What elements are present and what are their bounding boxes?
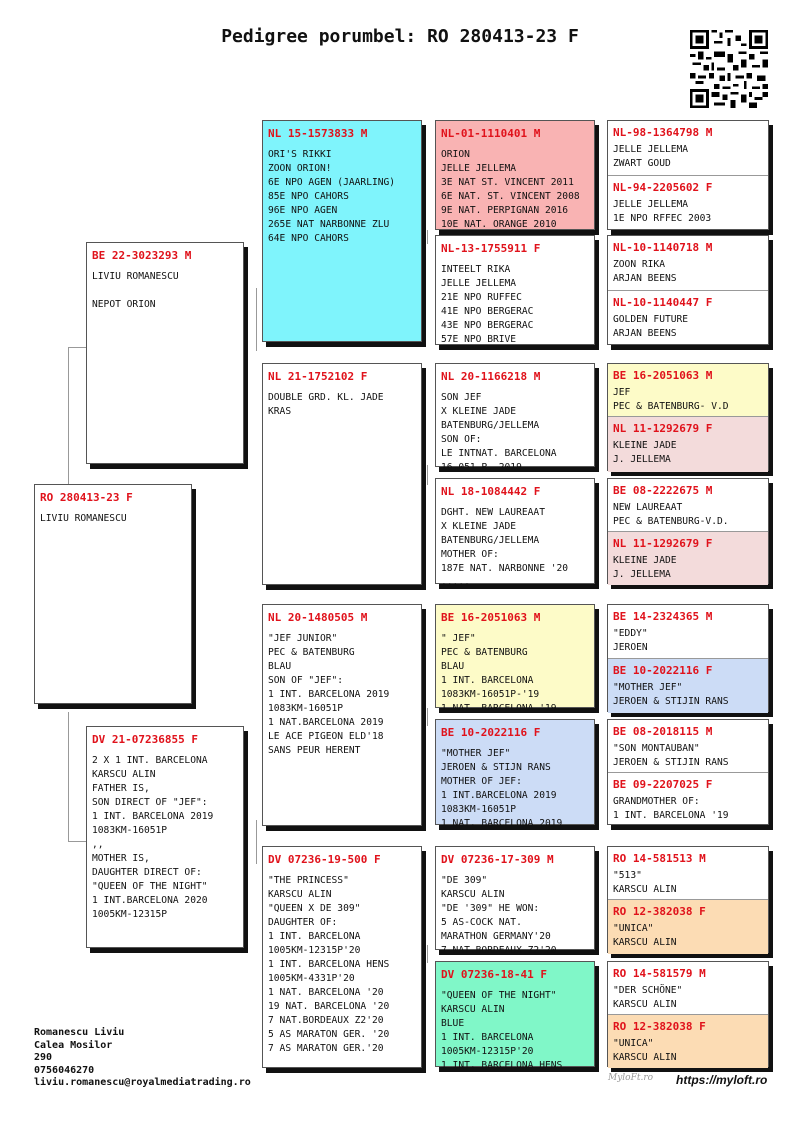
pigeon-info: "513" KARSCU ALIN	[613, 870, 677, 895]
ring-number: BE 16-2051063 M	[613, 369, 713, 382]
ring-number: DV 07236-18-41 F	[441, 968, 547, 981]
pigeon-info: LIVIU ROMANESCU	[40, 513, 127, 524]
pigeon-card-gen4[interactable]	[435, 961, 595, 1071]
pigeon-info: KLEINE JADE J. JELLEMA	[613, 555, 677, 580]
connector-line	[427, 230, 428, 244]
ring-number: NL 20-1166218 M	[441, 370, 541, 383]
ring-number: RO 14-581513 M	[613, 852, 706, 865]
qr-code-icon	[690, 30, 768, 108]
pigeon-info: "UNICA" KARSCU ALIN	[613, 1038, 677, 1063]
ring-number: BE 08-2018115 M	[613, 725, 713, 738]
pigeon-pair-gen5	[607, 478, 769, 584]
ring-number: NL 11-1292679 F	[613, 422, 713, 435]
pigeon-info: "SON MONTAUBAN" JEROEN & STIJIN RANS	[613, 743, 729, 768]
pigeon-card-gen5[interactable]	[608, 532, 768, 585]
ring-number: BE 10-2022116 F	[441, 726, 541, 739]
ring-number: DV 21-07236855 F	[92, 733, 198, 746]
pigeon-info: LIVIU ROMANESCU NEPOT ORION	[92, 271, 179, 310]
ring-number: RO 12-382038 F	[613, 1020, 706, 1033]
pigeon-info: JELLE JELLEMA 1E NPO RFFEC 2003	[613, 199, 712, 224]
pigeon-card-gen5[interactable]	[608, 720, 768, 772]
pigeon-pair-gen5	[607, 961, 769, 1067]
ring-number: NL-10-1140447 F	[613, 296, 713, 309]
pigeon-card-gen4[interactable]	[435, 478, 595, 588]
pigeon-info: GRANDMOTHER OF: 1 INT. BARCELONA '19	[613, 796, 729, 821]
pigeon-pair-gen5	[607, 719, 769, 825]
pigeon-info: ZOON RIKA ARJAN BEENS	[613, 259, 677, 284]
pigeon-card-subject[interactable]	[34, 484, 192, 704]
pigeon-pair-gen5	[607, 120, 769, 230]
pigeon-card-gen5[interactable]	[608, 773, 768, 826]
pigeon-card-sire[interactable]	[86, 242, 244, 464]
ring-number: BE 10-2022116 F	[613, 664, 713, 677]
pigeon-card-gen3[interactable]	[262, 604, 422, 826]
pigeon-info: GOLDEN FUTURE ARJAN BEENS	[613, 314, 689, 339]
ring-number: BE 16-2051063 M	[441, 611, 541, 624]
pigeon-card-gen5[interactable]	[608, 962, 768, 1014]
connector-line	[68, 841, 86, 842]
pigeon-info: ORI'S RIKKI ZOON ORION! 6E NPO AGEN (JAARLING) 85E NPO CAHORS 96E NPO AGEN 265E NAT NARBONNE ZLU 64E NPO CAHORS	[268, 149, 396, 244]
pigeon-info: DGHT. NEW LAUREAAT X KLEINE JADE BATENBURG/JELLEMA MOTHER OF: 187E NAT. NARBONNE '20 .....	[441, 507, 569, 588]
ring-number: RO 280413-23 F	[40, 491, 133, 504]
pigeon-card-dam[interactable]	[86, 726, 244, 948]
owner-number: 290	[34, 1052, 53, 1063]
pigeon-info: 2 X 1 INT. BARCELONA KARSCU ALIN FATHER IS, SON DIRECT OF "JEF": 1 INT. BARCELONA 2019 1083KM-16051P ,, MOTHER IS, DAUGHTER DIRECT OF: "QUEEN OF THE NIGHT" 1 INT.BARCELONA 2020 1005KM-12315P	[92, 755, 214, 920]
connector-line	[427, 708, 428, 726]
ring-number: NL 21-1752102 F	[268, 370, 368, 383]
pigeon-card-gen5[interactable]	[608, 659, 768, 713]
pigeon-card-gen4[interactable]	[435, 363, 595, 473]
owner-email[interactable]: liviu.romanescu@royalmediatrading.ro	[34, 1077, 251, 1088]
pigeon-card-gen3[interactable]	[262, 120, 422, 342]
pigeon-card-gen3[interactable]	[262, 846, 422, 1068]
ring-number: BE 14-2324365 M	[613, 610, 713, 623]
ring-number: DV 07236-19-500 F	[268, 853, 381, 866]
ring-number: NL-10-1140718 M	[613, 241, 713, 254]
connector-line	[427, 465, 428, 485]
pigeon-card-gen4[interactable]	[435, 719, 595, 829]
pigeon-info: "DER SCHÖNE" KARSCU ALIN	[613, 985, 683, 1010]
pigeon-info: DOUBLE GRD. KL. JADE KRAS	[268, 392, 384, 417]
pigeon-card-gen5[interactable]	[608, 847, 768, 899]
pigeon-card-gen5[interactable]	[608, 605, 768, 658]
ring-number: BE 08-2222675 M	[613, 484, 713, 497]
pigeon-info: "MOTHER JEF" JEROEN & STIJIN RANS	[613, 682, 729, 707]
pigeon-card-gen5[interactable]	[608, 121, 768, 176]
pigeon-card-gen5[interactable]	[608, 236, 768, 291]
pigeon-info: "JEF JUNIOR" PEC & BATENBURG BLAU SON OF "JEF": 1 INT. BARCELONA 2019 1083KM-16051P 1 NAT.BARCELONA 2019 LE ACE PIGEON ELD'18 SANS PEUR HERENT	[268, 633, 390, 756]
owner-street: Calea Mosilor	[34, 1039, 113, 1051]
ring-number: BE 22-3023293 M	[92, 249, 192, 262]
pigeon-card-gen5[interactable]	[608, 900, 768, 954]
owner-phone: 0756046270	[34, 1064, 95, 1076]
connector-line	[68, 347, 86, 348]
ring-number: BE 09-2207025 F	[613, 778, 713, 791]
pigeon-info: JEF PEC & BATENBURG- V.D	[613, 387, 729, 412]
ring-number: NL 11-1292679 F	[613, 537, 713, 550]
pigeon-pair-gen5	[607, 235, 769, 345]
pigeon-info: JELLE JELLEMA ZWART GOUD	[613, 144, 689, 169]
pigeon-card-gen4[interactable]	[435, 846, 595, 956]
pigeon-info: "MOTHER JEF" JEROEN & STIJN RANS MOTHER OF JEF: 1 INT.BARCELONA 2019 1083KM-16051P 1 NAT. BARCELONA 2019	[441, 748, 563, 829]
ring-number: NL 20-1480505 M	[268, 611, 368, 624]
pigeon-pair-gen5	[607, 604, 769, 712]
ring-number: NL-01-1110401 M	[441, 127, 541, 140]
connector-line	[256, 288, 257, 351]
owner-contact	[34, 1027, 251, 1090]
pigeon-card-gen5[interactable]	[608, 291, 768, 346]
ring-number: DV 07236-17-309 M	[441, 853, 554, 866]
pigeon-info: " JEF" PEC & BATENBURG BLAU 1 INT. BARCELONA 1083KM-16051P-'19 1 NAT. BARCELONA '19	[441, 633, 557, 714]
owner-name: Romanescu Liviu	[34, 1027, 125, 1038]
pigeon-info: "EDDY" JEROEN	[613, 628, 648, 653]
pigeon-card-gen5[interactable]	[608, 417, 768, 472]
pigeon-info: SON JEF X KLEINE JADE BATENBURG/JELLEMA SON OF: LE INTNAT. BARCELONA 16.051 P. 2019	[441, 392, 557, 473]
pigeon-card-gen4[interactable]	[435, 604, 595, 714]
pigeon-info: "QUEEN OF THE NIGHT" KARSCU ALIN BLUE 1 INT. BARCELONA 1005KM-12315P'20 1 INT. BARCELONA HENS	[441, 990, 563, 1071]
ring-number: NL 18-1084442 F	[441, 485, 541, 498]
connector-line	[256, 820, 257, 864]
pigeon-pair-gen5	[607, 363, 769, 471]
pigeon-card-gen5[interactable]	[608, 364, 768, 416]
myloft-logo: MyloFt.ro	[608, 1073, 654, 1083]
pigeon-card-gen4[interactable]	[435, 120, 595, 230]
pigeon-info: KLEINE JADE J. JELLEMA	[613, 440, 677, 465]
ring-number: NL-13-1755911 F	[441, 242, 541, 255]
pigeon-card-gen4[interactable]	[435, 235, 595, 345]
pigeon-info: INTEELT RIKA JELLE JELLEMA 21E NPO RUFFEC 41E NPO BERGERAC 43E NPO BERGERAC 57E NPO BRIVE	[441, 264, 534, 345]
pigeon-card-gen5[interactable]	[608, 176, 768, 231]
connector-line	[68, 712, 69, 841]
pigeon-pair-gen5	[607, 846, 769, 953]
ring-number: RO 14-581579 M	[613, 967, 706, 980]
connector-line	[427, 945, 428, 963]
connector-line	[68, 347, 69, 484]
ring-number: NL-98-1364798 M	[613, 126, 713, 139]
ring-number: NL 15-1573833 M	[268, 127, 368, 140]
pigeon-info: NEW LAUREAAT PEC & BATENBURG-V.D.	[613, 502, 729, 527]
pigeon-info: "DE 309" KARSCU ALIN "DE '309" HE WON: 5 AS-COCK NAT. MARATHON GERMANY'20 7 NAT.BORDEAUX Z2'20	[441, 875, 557, 956]
pigeon-card-gen5[interactable]	[608, 1015, 768, 1068]
pigeon-info: "THE PRINCESS" KARSCU ALIN "QUEEN X DE 309" DAUGHTER OF: 1 INT. BARCELONA 1005KM-12315P'20 1 INT. BARCELONA HENS 1005KM-4331P'20 1 NAT. BARCELONA '20 19 NAT. BARCELONA '20 7 NAT.BORDEAUX Z2'20 5 AS MARATON GER. '20 7 AS MARATON GER.'20	[268, 875, 390, 1054]
website-link[interactable]: https://myloft.ro	[676, 1073, 768, 1087]
pigeon-info: ORION JELLE JELLEMA 3E NAT ST. VINCENT 2011 6E NAT. ST. VINCENT 2008 9E NAT. PERPIGNAN 2016 10E NAT. ORANGE 2010	[441, 149, 580, 230]
page-title: Pedigree porumbel: RO 280413-23 F	[221, 26, 579, 47]
pigeon-info: "UNICA" KARSCU ALIN	[613, 923, 677, 948]
ring-number: RO 12-382038 F	[613, 905, 706, 918]
pigeon-card-gen3[interactable]	[262, 363, 422, 585]
pigeon-card-gen5[interactable]	[608, 479, 768, 531]
ring-number: NL-94-2205602 F	[613, 181, 713, 194]
